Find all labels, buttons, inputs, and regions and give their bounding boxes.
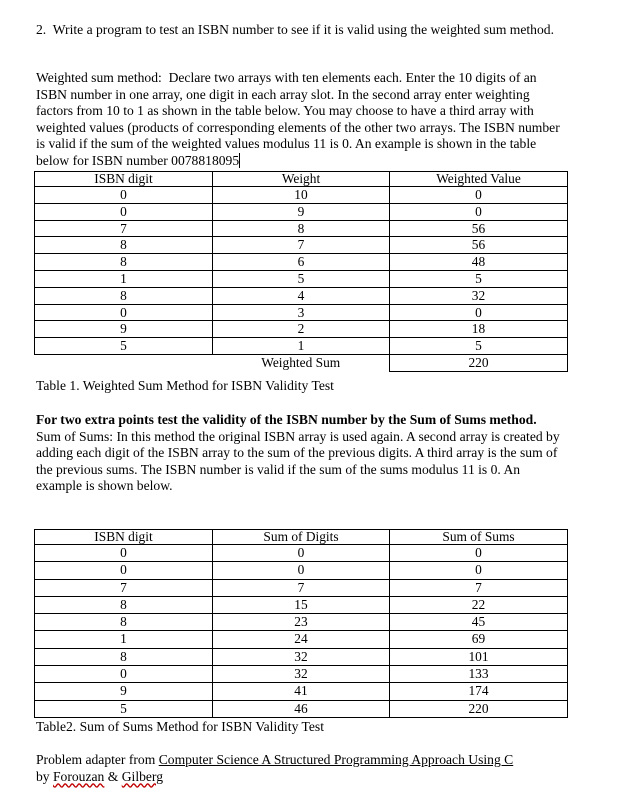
column-header: ISBN digit xyxy=(35,172,213,187)
table-cell: 1 xyxy=(35,631,213,648)
table-cell: 7 xyxy=(213,237,390,254)
credit-by: by xyxy=(36,768,50,784)
table-cell: 32 xyxy=(390,287,568,304)
table-cell: 15 xyxy=(213,596,390,613)
table-cell: 56 xyxy=(390,220,568,237)
table-cell: 0 xyxy=(35,666,213,683)
table-cell: 5 xyxy=(390,338,568,355)
column-header: ISBN digit xyxy=(35,530,213,545)
table-cell: 32 xyxy=(213,666,390,683)
table-cell: 0 xyxy=(390,304,568,321)
table-cell: 8 xyxy=(35,648,213,665)
table-cell: 133 xyxy=(390,666,568,683)
table-header-row xyxy=(35,172,568,187)
table-cell: 69 xyxy=(390,631,568,648)
table-cell: 8 xyxy=(35,596,213,613)
table-cell: 0 xyxy=(390,203,568,220)
table-row xyxy=(35,596,568,613)
table-row xyxy=(35,203,568,220)
question-text: Write a program to test an ISBN number to see if it is valid using the weighted sum method. xyxy=(52,22,554,37)
table-cell: 5 xyxy=(35,338,213,355)
table-cell: 0 xyxy=(35,562,213,579)
table-cell: 5 xyxy=(35,700,213,717)
table-cell: 10 xyxy=(213,187,390,204)
table-row xyxy=(35,187,568,204)
column-header: Sum of Digits xyxy=(213,530,390,545)
extra-credit-section xyxy=(36,412,566,495)
table-cell: 48 xyxy=(390,254,568,271)
table-cell: 8 xyxy=(213,220,390,237)
table-cell: 101 xyxy=(390,648,568,665)
book-title: Computer Science A Structured Programming Approach Using C xyxy=(158,752,514,767)
table-cell: 8 xyxy=(35,237,213,254)
weighted-method-paragraph xyxy=(36,70,568,169)
table-cell: 4 xyxy=(213,287,390,304)
column-header: Sum of Sums xyxy=(390,530,568,545)
table-cell: 32 xyxy=(213,648,390,665)
weighted-sum-row xyxy=(35,354,568,371)
column-header: Weight xyxy=(213,172,390,187)
weighted-sum-table xyxy=(34,171,568,372)
column-header: Weighted Value xyxy=(390,172,568,187)
table-row xyxy=(35,648,568,665)
table-cell: 7 xyxy=(35,220,213,237)
weighted-method-lead: Weighted sum method: xyxy=(36,70,162,85)
sum-of-sums-table xyxy=(34,529,568,718)
table-row xyxy=(35,631,568,648)
extra-credit-text: Sum of Sums: In this method the original ISBN array is used again. A second array is created by adding each digit of the ISBN array to the sum of the previous digits. A third array is the sum of the previous sums. The ISBN number is valid if the sum of the sums modulus 11 is 0. An example is shown below. xyxy=(36,428,560,493)
table-cell: 174 xyxy=(390,683,568,700)
table-row xyxy=(35,338,568,355)
table-row xyxy=(35,700,568,717)
table-cell: 1 xyxy=(213,338,390,355)
credit-ampersand: & xyxy=(107,768,119,784)
table-row xyxy=(35,287,568,304)
table-row xyxy=(35,579,568,596)
table-cell: 41 xyxy=(213,683,390,700)
table-cell: 7 xyxy=(35,579,213,596)
table-cell: 9 xyxy=(35,321,213,338)
table-cell: 0 xyxy=(35,203,213,220)
table-cell: 0 xyxy=(390,187,568,204)
table-cell: 0 xyxy=(390,562,568,579)
table-cell: 46 xyxy=(213,700,390,717)
table-cell: 23 xyxy=(213,614,390,631)
table-cell: 56 xyxy=(390,237,568,254)
source-credit xyxy=(36,752,576,785)
table-cell: 0 xyxy=(35,304,213,321)
table-cell: 8 xyxy=(35,287,213,304)
author-gilberg: Gilberg xyxy=(121,768,164,784)
credit-prefix: Problem adapter from xyxy=(36,752,156,767)
table-row xyxy=(35,614,568,631)
table-row xyxy=(35,683,568,700)
extra-credit-heading: For two extra points test the validity of the ISBN number by the Sum of Sums method. xyxy=(36,412,537,427)
author-forouzan: Forouzan xyxy=(53,768,105,784)
table-row xyxy=(35,270,568,287)
table-cell: 6 xyxy=(213,254,390,271)
table-cell: 7 xyxy=(213,579,390,596)
empty-cell xyxy=(35,354,213,371)
table-cell: 3 xyxy=(213,304,390,321)
weighted-method-text: Declare two arrays with ten elements each. Enter the 10 digits of an ISBN number in one array, one digit in each array slot. In the second array enter weighting factors from 10 to 1 as shown in the table below. You may choose to have a third array with weighted values (products of corresponding elements of the other two arrays. The ISBN number is valid if the sum of the weighted values modulus 11 is 0. An example is shown in the table below for ISBN number 0078818095 xyxy=(36,70,560,168)
table-cell: 5 xyxy=(213,270,390,287)
table-row xyxy=(35,220,568,237)
weighted-sum-value: 220 xyxy=(390,354,568,371)
table-cell: 0 xyxy=(35,545,213,562)
table-cell: 45 xyxy=(390,614,568,631)
table-cell: 22 xyxy=(390,596,568,613)
table-header-row xyxy=(35,530,568,545)
table-cell: 24 xyxy=(213,631,390,648)
table-cell: 220 xyxy=(390,700,568,717)
table-cell: 8 xyxy=(35,254,213,271)
table-cell: 9 xyxy=(35,683,213,700)
table-cell: 0 xyxy=(213,562,390,579)
table-cell: 0 xyxy=(390,545,568,562)
table1-caption: Table 1. Weighted Sum Method for ISBN Validity Test xyxy=(36,378,334,393)
question-number: 2. xyxy=(36,22,47,37)
table-cell: 0 xyxy=(35,187,213,204)
table-row xyxy=(35,545,568,562)
table-cell: 18 xyxy=(390,321,568,338)
weighted-sum-label: Weighted Sum xyxy=(261,355,341,371)
table-row xyxy=(35,562,568,579)
table-cell: 0 xyxy=(213,545,390,562)
table-row xyxy=(35,254,568,271)
table-cell: 5 xyxy=(390,270,568,287)
table-row xyxy=(35,321,568,338)
question-paragraph xyxy=(36,22,576,39)
table-row xyxy=(35,666,568,683)
table-cell: 7 xyxy=(390,579,568,596)
table-cell: 8 xyxy=(35,614,213,631)
table-cell: 2 xyxy=(213,321,390,338)
table2-caption: Table2. Sum of Sums Method for ISBN Validity Test xyxy=(36,719,324,734)
table-row xyxy=(35,237,568,254)
table-cell: 9 xyxy=(213,203,390,220)
table-cell: 1 xyxy=(35,270,213,287)
table-row xyxy=(35,304,568,321)
